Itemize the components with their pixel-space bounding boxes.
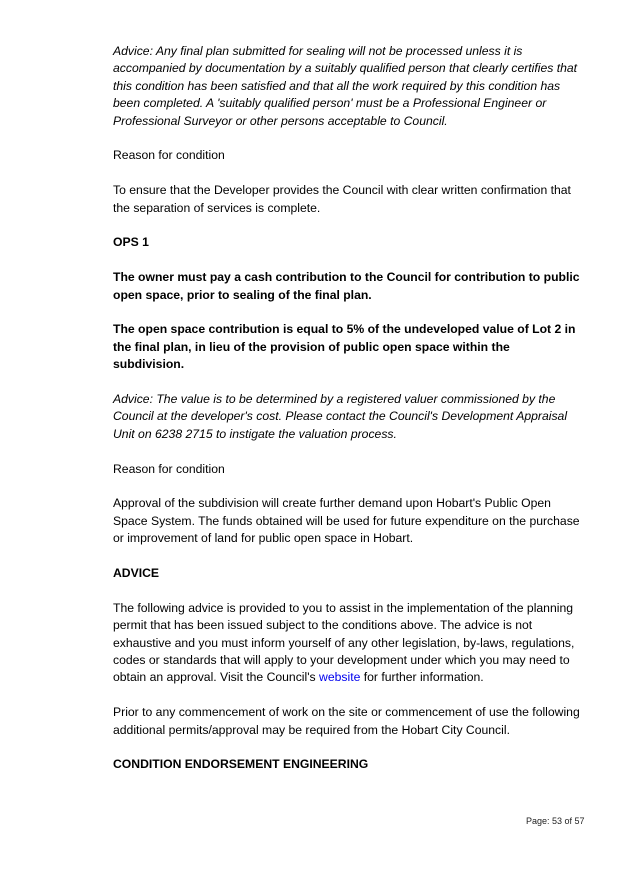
condition-endorsement-heading: CONDITION ENDORSEMENT ENGINEERING xyxy=(113,757,369,772)
advice-paragraph: Advice: The value is to be determined by a registered valuer commissioned by the Council at the developer's cost. Please contact the Council's Development Appraisal Unit on 6238 2715 to instigate the valuation process. xyxy=(113,392,568,441)
permits-paragraph: Prior to any commencement of work on the site or commencement of use the following additional permits/approval may be required from the Hobart City Council. xyxy=(113,705,580,737)
page-number: Page: 53 of 57 xyxy=(526,816,585,826)
advice-info-text-end: for further information. xyxy=(360,670,484,685)
website-link[interactable]: website xyxy=(319,670,361,685)
reason-text: Approval of the subdivision will create further demand upon Hobart's Public Open Space System. The funds obtained will be used for future expenditure on the purchase or improvement of land for public open space in Hobart. xyxy=(113,496,580,546)
ops1-contribution: The open space contribution is equal to 5% of the undeveloped value of Lot 2 in the final plan, in lieu of the provision of public open space within the subdivision. xyxy=(113,322,576,372)
advice-paragraph: Advice: Any final plan submitted for sealing will not be processed unless it is accompanied by documentation by a suitably qualified person that clearly certifies that this condition has been satisfied and that all the work required by this condition has been completed. A 'suitably qualified person' must be a Professional Engineer or Professional Surveyor or other persons acceptable to Council. xyxy=(113,44,578,128)
reason-label: Reason for condition xyxy=(113,461,225,476)
advice-info-text: The following advice is provided to you to assist in the implementation of the planning permit that has been issued subject to the conditions above. The advice is not exhaustive and you must inform yourself of any other legislation, by-laws, regulations, codes or standards that will apply to your development under which you may need to obtain an approval. Visit the Council's xyxy=(113,600,575,685)
document-body xyxy=(113,43,583,791)
advice-heading: ADVICE xyxy=(113,566,160,581)
reason-label: Reason for condition xyxy=(113,148,225,163)
condition-heading-ops1: OPS 1 xyxy=(113,235,149,250)
reason-text: To ensure that the Developer provides the Council with clear written confirmation that the separation of services is complete. xyxy=(113,183,571,215)
advice-info-paragraph xyxy=(113,600,583,687)
ops1-requirement: The owner must pay a cash contribution to the Council for contribution to public open space, prior to sealing of the final plan. xyxy=(113,270,580,302)
